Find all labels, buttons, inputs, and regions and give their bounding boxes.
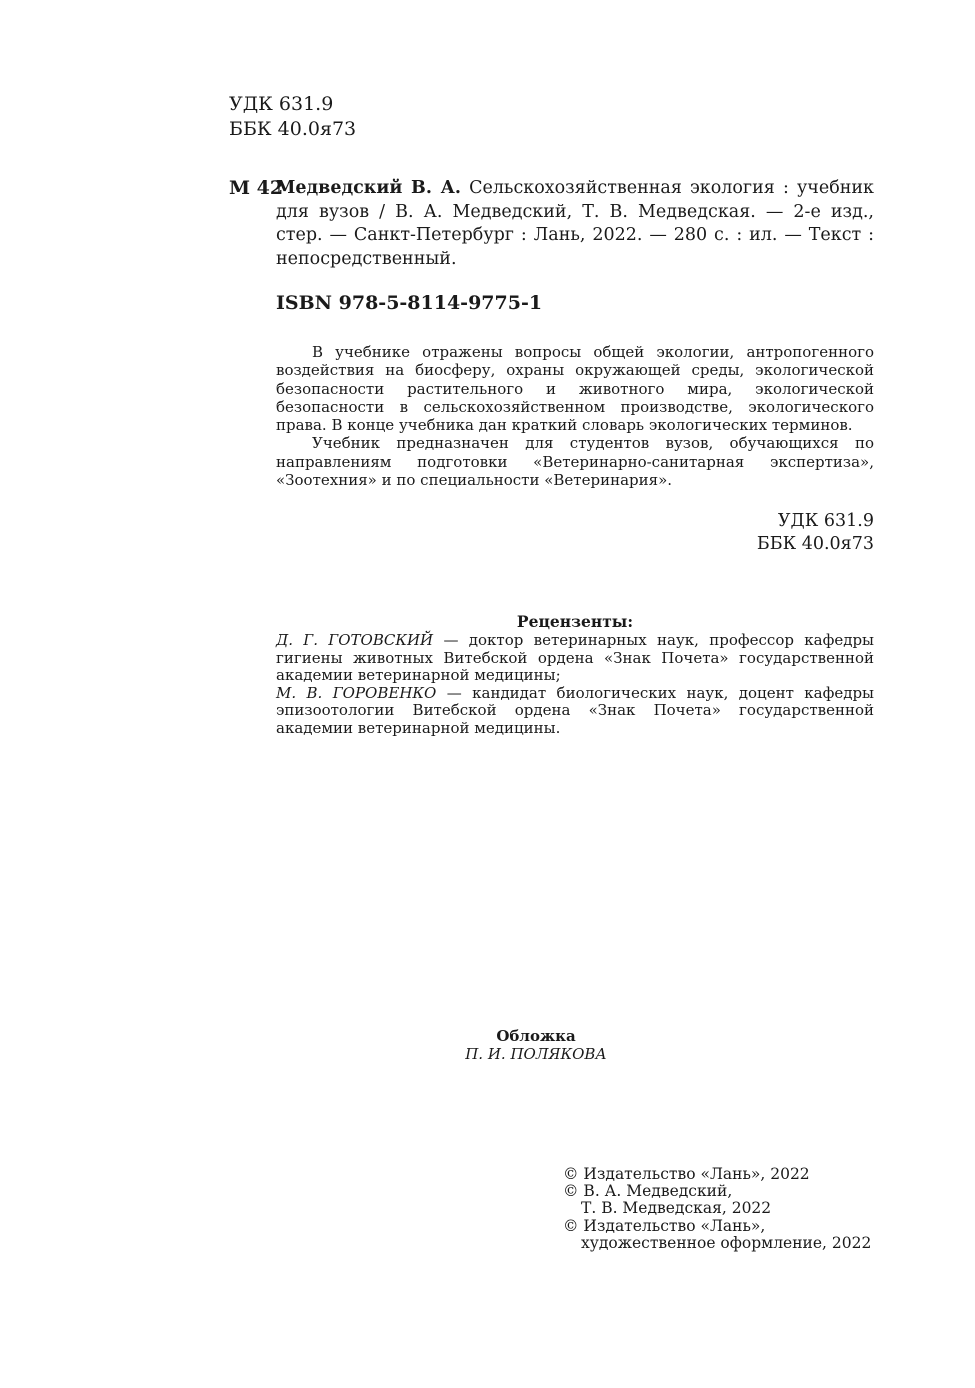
reviewers-heading: Рецензенты: — [516, 612, 634, 631]
reviewer-1-text: — доктор ветеринарных наук, профессор кафедры гигиены животных Витебской ордена «Знак Почета» государственной академии ветеринарной медицины; — [276, 631, 874, 684]
udk-code-right: УДК 631.9 — [777, 511, 874, 531]
copyright-line: © В. А. Медведский, — [563, 1182, 733, 1201]
reviewer-2 — [276, 685, 874, 738]
author-sign: М 42 — [229, 177, 284, 199]
bbk-code: ББК 40.0я73 — [229, 118, 357, 140]
cover-credit — [276, 1027, 796, 1063]
annotation-paragraph-1: В учебнике отражены вопросы общей экологии, антропогенного воздействия на биосферу, охраны окружающей среды, экологической безопасности растительного и животного мира, экологической безопасности в сельскохозяйственном производстве, экологического права. В конце учебника дан краткий словарь экологических терминов. — [276, 343, 874, 435]
copyright-line: Т. В. Медведская, 2022 — [581, 1199, 772, 1218]
copyright-line: © Издательство «Лань», — [563, 1216, 766, 1235]
reviewer-1 — [276, 632, 874, 685]
udk-block-right — [600, 510, 874, 556]
copyright-line: художественное оформление, 2022 — [581, 1233, 872, 1252]
udk-block-top — [229, 92, 356, 142]
record-author: Медведский В. А. — [276, 178, 461, 198]
bbk-code-right: ББК 40.0я73 — [756, 534, 874, 554]
reviewers-list — [276, 632, 874, 737]
bibliographic-record — [276, 177, 874, 271]
copyright-line: © Издательство «Лань», 2022 — [563, 1165, 810, 1183]
reviewer-2-name: М. В. ГОРОВЕНКО — [276, 683, 437, 702]
record-text: Сельскохозяйственная экология : учебник для вузов / В. А. Медведский, Т. В. Медведская. — 2-е изд., стер. — Санкт-Петербург : Лань, 2022. — 280 с. : ил. — Текст : непосредственный. — [276, 178, 874, 269]
cover-designer: П. И. ПОЛЯКОВА — [465, 1045, 607, 1063]
annotation-paragraph-2: Учебник предназначен для студентов вузов, обучающихся по направлениям подготовки «Ветеринарно-санитарная экспертиза», «Зоотехния» и по специальности «Ветеринария». — [276, 434, 874, 490]
isbn: ISBN 978-5-8114-9775-1 — [276, 292, 543, 314]
annotation — [276, 343, 874, 489]
cover-label: Обложка — [496, 1027, 576, 1045]
copyright-block — [563, 1166, 871, 1252]
reviewer-1-name: Д. Г. ГОТОВСКИЙ — [276, 631, 434, 649]
reviewer-2-text: — кандидат биологических наук, доцент кафедры эпизоотологии Витебской ордена «Знак Почета» государственной академии ветеринарной медицины. — [276, 683, 874, 737]
udk-code: УДК 631.9 — [229, 93, 334, 115]
